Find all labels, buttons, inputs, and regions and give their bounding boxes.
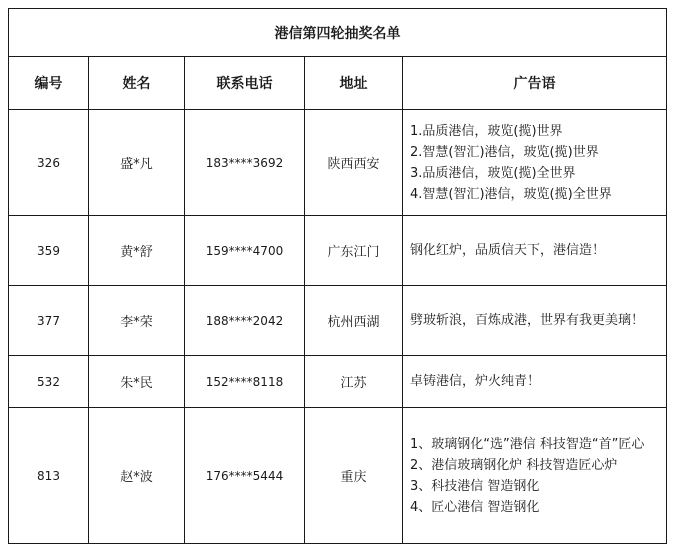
cell-phone: 176****5444 [185, 408, 305, 544]
cell-slogan [403, 110, 667, 216]
slogan-line: 4、匠心港信 智造钢化 [410, 499, 540, 515]
header-address: 地址 [305, 57, 403, 110]
cell-name: 黄*舒 [89, 216, 185, 286]
header-name: 姓名 [89, 57, 185, 110]
cell-phone: 188****2042 [185, 286, 305, 356]
slogan-line: 3、科技港信 智造钢化 [410, 478, 540, 494]
cell-address: 广东江门 [305, 216, 403, 286]
cell-address: 重庆 [305, 408, 403, 544]
winner-table [8, 8, 667, 544]
cell-id: 813 [9, 408, 89, 544]
cell-slogan [403, 408, 667, 544]
cell-phone: 183****3692 [185, 110, 305, 216]
header-id: 编号 [9, 57, 89, 110]
cell-phone: 159****4700 [185, 216, 305, 286]
cell-name: 盛*凡 [89, 110, 185, 216]
cell-phone: 152****8118 [185, 356, 305, 408]
cell-address: 杭州西湖 [305, 286, 403, 356]
table-row [9, 408, 667, 544]
title-row [9, 9, 667, 57]
slogan-line: 1.品质港信，玻览(揽)世界 [410, 123, 563, 139]
slogan-line: 1、玻璃钢化“选”港信 科技智造“首”匠心 [410, 436, 645, 452]
cell-address: 陕西西安 [305, 110, 403, 216]
slogan-line: 钢化红炉，品质信天下，港信造！ [410, 243, 606, 258]
cell-slogan [403, 216, 667, 286]
slogan-line: 2.智慧(智汇)港信，玻览(揽)世界 [410, 144, 599, 160]
slogan-line: 卓铸港信，炉火纯青！ [410, 374, 541, 389]
table-title: 港信第四轮抽奖名单 [9, 9, 667, 57]
cell-id: 377 [9, 286, 89, 356]
cell-id: 326 [9, 110, 89, 216]
cell-slogan [403, 286, 667, 356]
table-row [9, 216, 667, 286]
table-row [9, 110, 667, 216]
slogan-line: 2、港信玻璃钢化炉 科技智造匠心炉 [410, 457, 618, 473]
winner-list-sheet [8, 8, 667, 544]
table-row [9, 286, 667, 356]
header-phone: 联系电话 [185, 57, 305, 110]
table-row [9, 356, 667, 408]
cell-slogan [403, 356, 667, 408]
slogan-line: 劈玻斩浪，百炼成港，世界有我更美璃！ [410, 313, 645, 328]
cell-name: 李*荣 [89, 286, 185, 356]
cell-name: 赵*波 [89, 408, 185, 544]
slogan-line: 3.品质港信，玻览(揽)全世界 [410, 165, 576, 181]
header-slogan: 广告语 [403, 57, 667, 110]
cell-id: 359 [9, 216, 89, 286]
slogan-line: 4.智慧(智汇)港信，玻览(揽)全世界 [410, 186, 612, 202]
header-row [9, 57, 667, 110]
cell-name: 朱*民 [89, 356, 185, 408]
cell-address: 江苏 [305, 356, 403, 408]
cell-id: 532 [9, 356, 89, 408]
